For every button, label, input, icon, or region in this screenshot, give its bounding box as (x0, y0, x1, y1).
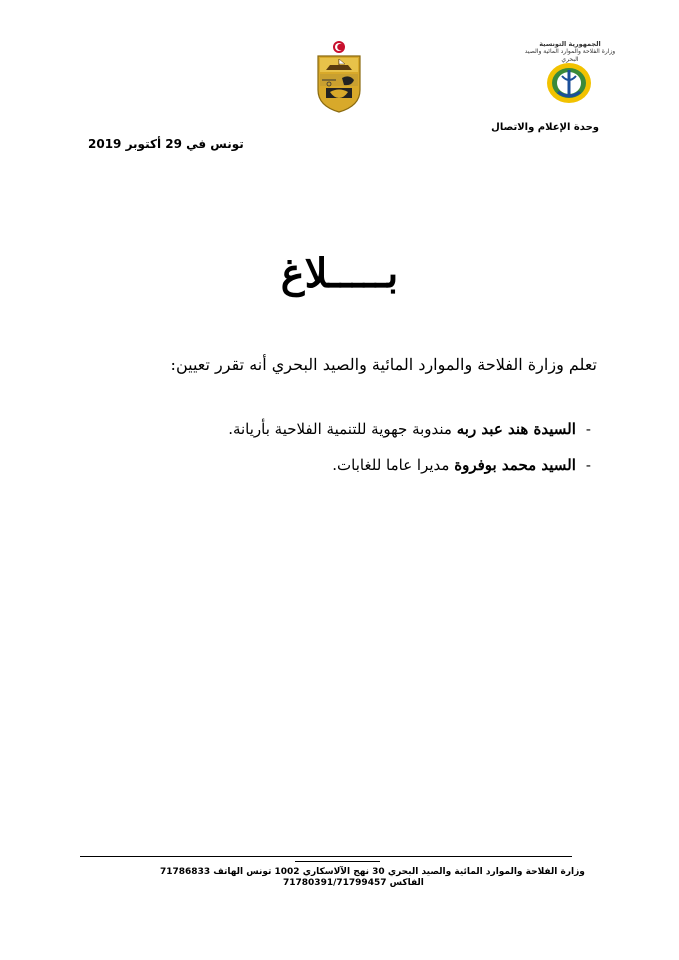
footer-address: وزارة الفلاحة والموارد المائية والصيد البحري 30 نهج الآلاسكاري 1002 تونس الهاتف 71786833 (160, 867, 585, 877)
document-date: تونس في 29 أكتوبر 2019 (88, 137, 244, 151)
unit-label: وحدة الإعلام والاتصال (491, 122, 599, 133)
footer-fax: الفاكس 71780391/71799457 (283, 878, 424, 888)
ministry-logo (544, 58, 594, 108)
ministry-line: وزارة الفلاحة والموارد المائية والصيد البحري (524, 48, 616, 63)
appointee-name: السيدة هند عبد ربه (456, 420, 576, 438)
appointment-item (332, 456, 591, 474)
appointee-role: مندوبة جهوية للتنمية الفلاحية بأريانة. (228, 420, 457, 438)
tunisia-emblem (314, 40, 364, 114)
footer-divider (80, 856, 572, 857)
footer-divider-short (295, 861, 380, 862)
list-dash: - (585, 456, 591, 474)
appointee-role: مديرا عاما للغابات. (332, 456, 455, 474)
republic-line: الجمهورية التونسية (539, 40, 601, 48)
document-title: بـــــلاغ (280, 250, 399, 297)
intro-paragraph: تعلم وزارة الفلاحة والموارد المائية والصيد البحري أنه تقرر تعيين: (170, 355, 597, 374)
appointee-name: السيد محمد بوفروة (454, 456, 576, 474)
appointment-item (228, 420, 591, 438)
list-dash: - (585, 420, 591, 438)
